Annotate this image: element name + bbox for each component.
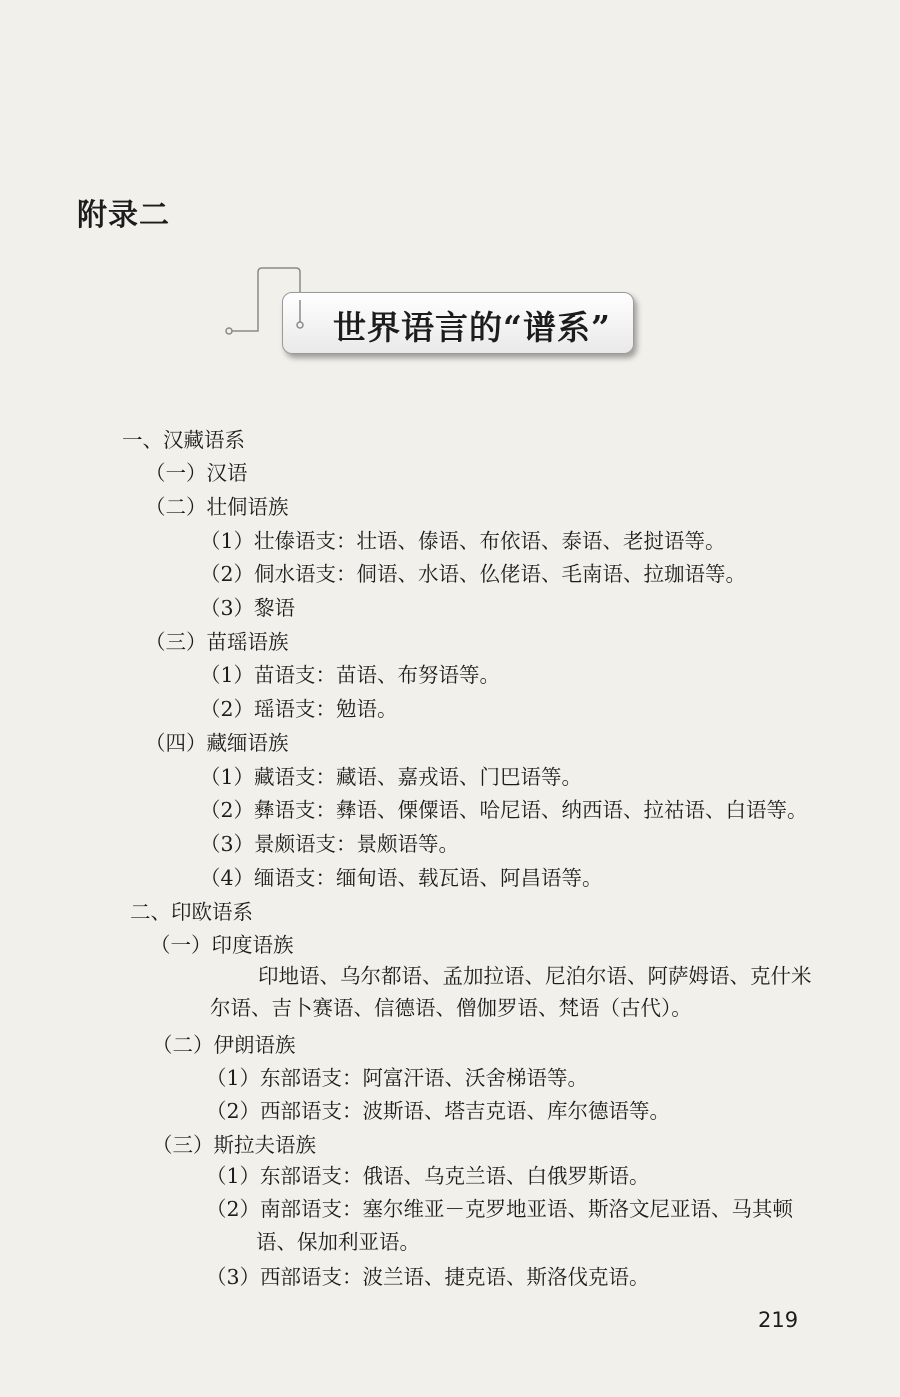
group-heading: （四）藏缅语族 [145,731,289,755]
group-heading: （三）斯拉夫语族 [152,1133,316,1157]
branch-item: （2）南部语支：塞尔维亚－克罗地亚语、斯洛文尼亚语、马其顿 [206,1197,794,1221]
branch-item: （4）缅语支：缅甸语、载瓦语、阿昌语等。 [200,866,603,890]
group-heading: （二）伊朗语族 [152,1033,296,1057]
branch-item-continuation: 语、保加利亚语。 [256,1230,420,1254]
branch-item: （2）瑶语支：勉语。 [200,697,398,721]
family-heading: 一、汉藏语系 [122,428,245,452]
page-number: 219 [758,1308,799,1332]
branch-item: （3）西部语支：波兰语、捷克语、斯洛伐克语。 [206,1265,650,1289]
group-heading: （二）壮侗语族 [145,495,289,519]
branch-item: （1）藏语支：藏语、嘉戎语、门巴语等。 [200,765,583,789]
family-heading: 二、印欧语系 [130,900,253,924]
branch-item: （3）景颇语支：景颇语等。 [200,832,460,856]
branch-item: （1）东部语支：阿富汗语、沃舍梯语等。 [206,1066,589,1090]
language-list-line: 印地语、乌尔都语、孟加拉语、尼泊尔语、阿萨姆语、克什米 [258,964,812,988]
branch-item: （3）黎语 [200,596,296,620]
group-heading: （一）汉语 [145,461,248,485]
group-heading: （一）印度语族 [150,933,294,957]
appendix-heading: 附录二 [77,198,170,233]
branch-item: （2）彝语支：彝语、傈僳语、哈尼语、纳西语、拉祜语、白语等。 [200,798,808,822]
branch-item: （1）东部语支：俄语、乌克兰语、白俄罗斯语。 [206,1164,650,1188]
language-list-line: 尔语、吉卜赛语、信德语、僧伽罗语、梵语（古代）。 [210,996,692,1020]
branch-item: （1）苗语支：苗语、布努语等。 [200,663,501,687]
page-title: 世界语言的“谱系” [333,308,611,347]
branch-item: （2）侗水语支：侗语、水语、仫佬语、毛南语、拉珈语等。 [200,562,747,586]
branch-item: （2）西部语支：波斯语、塔吉克语、库尔德语等。 [206,1099,671,1123]
group-heading: （三）苗瑶语族 [145,630,289,654]
branch-item: （1）壮傣语支：壮语、傣语、布依语、泰语、老挝语等。 [200,529,726,553]
